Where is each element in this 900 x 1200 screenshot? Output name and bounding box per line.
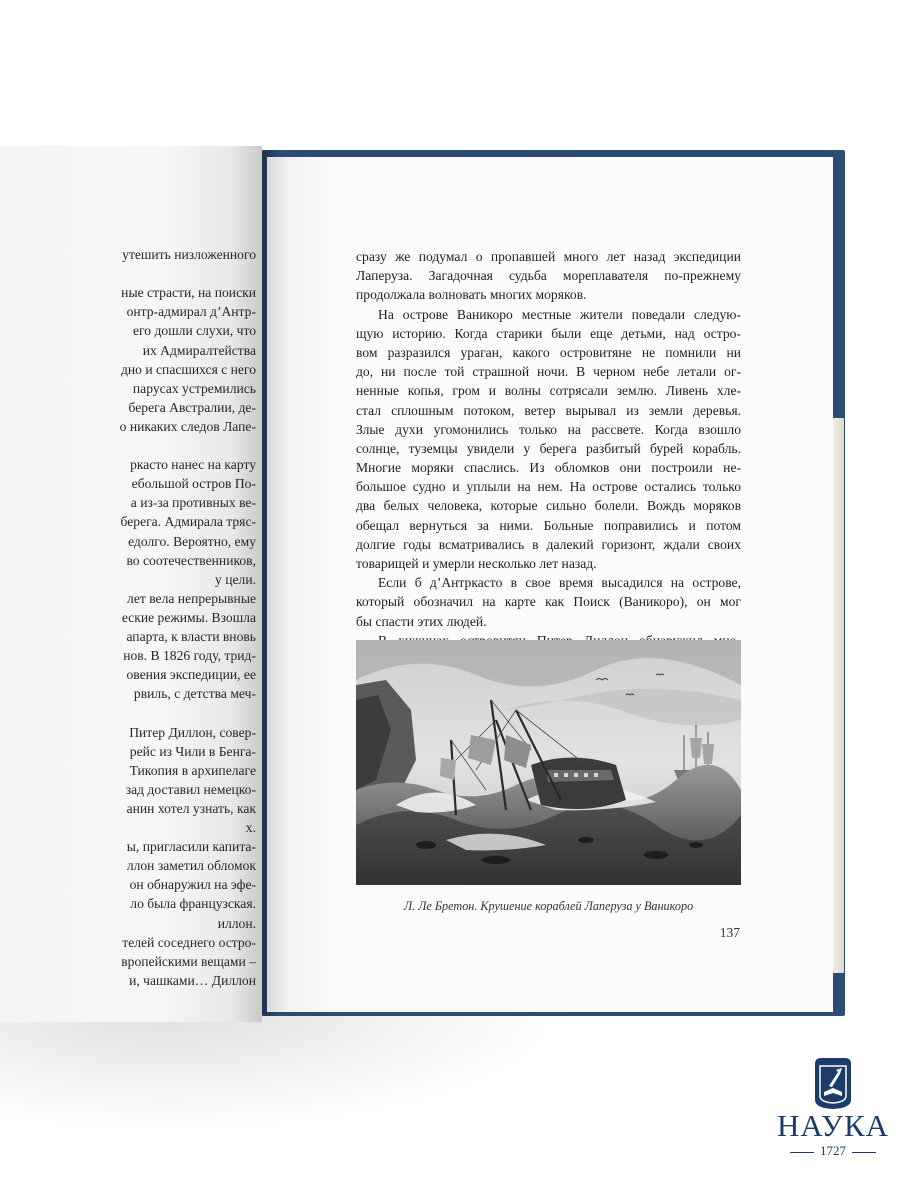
- left-text-line-content: анин хотел узнать, как: [126, 800, 256, 816]
- left-text-line-content: он обнаружил на эфе-: [129, 877, 256, 893]
- left-text-line-content: ркасто нанес на карту: [130, 457, 256, 473]
- left-text-line: [0, 894, 256, 913]
- text-line: товарищей и умерли несколько лет назад.: [356, 556, 597, 571]
- text-line: который обозначил на карте как Поиск (Ваникоро), он мог: [356, 594, 741, 610]
- text-line: вом разразился ураган, какого островитяне не помнили ни: [356, 344, 741, 360]
- left-text-line-content: рвиль, с детства меч-: [133, 686, 256, 702]
- left-text-line-content: во соотечественников,: [126, 552, 256, 568]
- left-text-line: [0, 551, 256, 570]
- left-text-line-content: вропейскими вещами –: [121, 953, 256, 969]
- left-text-line: [0, 914, 256, 933]
- left-page-text: [0, 0, 262, 1200]
- left-text-line: [0, 589, 256, 608]
- left-text-line-content: едолго. Вероятно, ему: [128, 533, 256, 549]
- shipwreck-illustration: [356, 640, 741, 885]
- left-text-line-content: Питер Диллон, совер-: [129, 724, 256, 740]
- left-text-line: [0, 455, 256, 474]
- text-line: Лаперуза. Загадочная судьба мореплавателя по-прежнему: [356, 268, 741, 284]
- shipwreck-engraving-icon: [356, 640, 741, 885]
- left-text-line-content: ные страсти, на поиски: [121, 285, 256, 301]
- left-text-line-content: овения экспедиции, ее: [126, 667, 256, 683]
- publisher-year: [778, 1143, 888, 1159]
- left-text-line-content: апарта, к власти вновь: [126, 629, 256, 644]
- left-text-line-content: а из-за противных ве-: [130, 495, 256, 511]
- left-text-line: [0, 856, 256, 875]
- text-line: сразу же подумал о пропавшей много лет назад экспедиции: [356, 249, 741, 264]
- left-text-line: [0, 875, 256, 894]
- text-line: обещал вернуться за ними. Больные поправились и потом: [356, 517, 741, 533]
- left-text-line-content: берега. Адмирала тряс-: [120, 514, 256, 530]
- illustration-caption: Л. Ле Бретон. Крушение кораблей Лаперуза у Ваникоро: [403, 899, 694, 913]
- left-text-line-content: х.: [245, 820, 256, 835]
- left-text-line: [0, 398, 256, 417]
- text-line: щую историю. Когда старики были еще детьми, над остро-: [356, 325, 741, 341]
- text-line: Если б д’Антркасто в свое время высадился на острове,: [378, 575, 741, 591]
- left-text-line: [0, 646, 256, 665]
- left-text-line: [0, 360, 256, 379]
- left-text-line: [0, 742, 256, 761]
- left-text-line: [0, 417, 256, 436]
- left-text-line: [0, 799, 256, 818]
- left-text-line: [0, 627, 256, 646]
- left-text-line-content: зад доставил немецко-: [125, 781, 256, 797]
- text-line: большое судно и уплыли на нем. На острове остались только: [356, 479, 741, 495]
- left-text-line-content: дно и спасшихся с него: [120, 361, 256, 377]
- text-line: бы спасти этих людей.: [356, 613, 487, 629]
- left-text-line-content: ы, пригласили капита-: [126, 839, 256, 855]
- left-text-line: [0, 665, 256, 684]
- text-line: до, ни после той страшной ночи. В черном небе летали ог-: [356, 364, 741, 380]
- left-text-line-content: Тикопия в архипелаге: [129, 762, 256, 778]
- paragraph: [356, 573, 741, 631]
- left-text-line-content: их Адмиралтейства: [142, 342, 256, 358]
- left-text-line-content: у цели.: [215, 571, 256, 587]
- left-text-line: [0, 684, 256, 703]
- text-line: На острове Ваникоро местные жители поведали следую-: [378, 306, 741, 322]
- left-text-line-content: берега Австралии, де-: [128, 399, 256, 415]
- left-text-line: [0, 474, 256, 493]
- text-line: ненные копья, гром и волны сотрясали землю. Ливень хле-: [356, 383, 741, 399]
- left-text-line: [0, 761, 256, 780]
- left-text-line: [0, 379, 256, 398]
- left-text-line: [0, 971, 256, 990]
- right-page-text: [356, 247, 741, 669]
- page-edges: [832, 418, 844, 973]
- left-text-line: [0, 302, 256, 321]
- left-text-line-content: онтр-адмирал д’Антр-: [126, 304, 256, 320]
- paragraph: [356, 305, 741, 574]
- left-text-line: [0, 837, 256, 856]
- page-number: 137: [719, 925, 740, 940]
- left-text-line: [0, 321, 256, 340]
- text-line: Злые духи угомонились только на рассвете. Когда взошло: [356, 421, 741, 437]
- left-text-line-content: и, чашками… Диллон: [129, 972, 256, 988]
- text-line: стал сплошным потоком, ветер вырывал из земли деревья.: [356, 402, 741, 418]
- left-text-line: [0, 532, 256, 551]
- left-text-line: [0, 245, 256, 264]
- left-text-line: [0, 341, 256, 360]
- left-text-line: [0, 818, 256, 837]
- left-text-line: [0, 608, 256, 627]
- left-text-line-content: парусах устремились: [132, 380, 256, 396]
- left-text-line-content: рейс из Чили в Бенга-: [129, 743, 256, 759]
- text-line: долгие годы всматривались в далекий горизонт, ждали своих: [356, 536, 741, 552]
- text-line: продолжала волновать многих моряков.: [356, 287, 587, 303]
- left-text-line-content: лет вела непрерывные: [127, 590, 256, 606]
- text-line: два белых человека, которые сильно болели. Вождь моряков: [356, 498, 741, 514]
- text-line: солнце, туземцы увидели у берега разбитый бурей корабль.: [356, 440, 741, 456]
- left-text-line: [0, 283, 256, 302]
- left-text-line-content: ло была французская.: [130, 896, 256, 912]
- left-text-line-content: утешить низложенного: [122, 247, 256, 262]
- left-text-line: [0, 570, 256, 589]
- publisher-year-text: 1727: [820, 1143, 846, 1158]
- left-text-line: [0, 780, 256, 799]
- left-text-line: [0, 493, 256, 512]
- left-text-line-content: о никаких следов Лапе-: [119, 418, 256, 434]
- left-text-line: [0, 512, 256, 531]
- left-text-line-content: его дошли слухи, что: [133, 323, 256, 339]
- left-text-line-content: нов. В 1826 году, трид-: [123, 648, 256, 664]
- nauka-emblem-icon: [812, 1056, 854, 1110]
- publisher-name: НАУКА: [776, 1108, 890, 1143]
- left-text-line: [0, 723, 256, 742]
- left-text-line-content: иллон.: [217, 915, 256, 931]
- text-line: Многие моряки спаслись. Из обломков они построили не-: [356, 460, 741, 476]
- left-text-line-content: ебольшой остров По-: [131, 476, 256, 492]
- left-text-line-content: еские режимы. Взошла: [121, 609, 256, 625]
- left-text-line: [0, 952, 256, 971]
- left-text-line-content: телей соседнего остро-: [122, 934, 256, 950]
- left-text-line-content: ллон заметил обломок: [126, 858, 256, 874]
- left-text-line: [0, 933, 256, 952]
- paragraph: [356, 247, 741, 305]
